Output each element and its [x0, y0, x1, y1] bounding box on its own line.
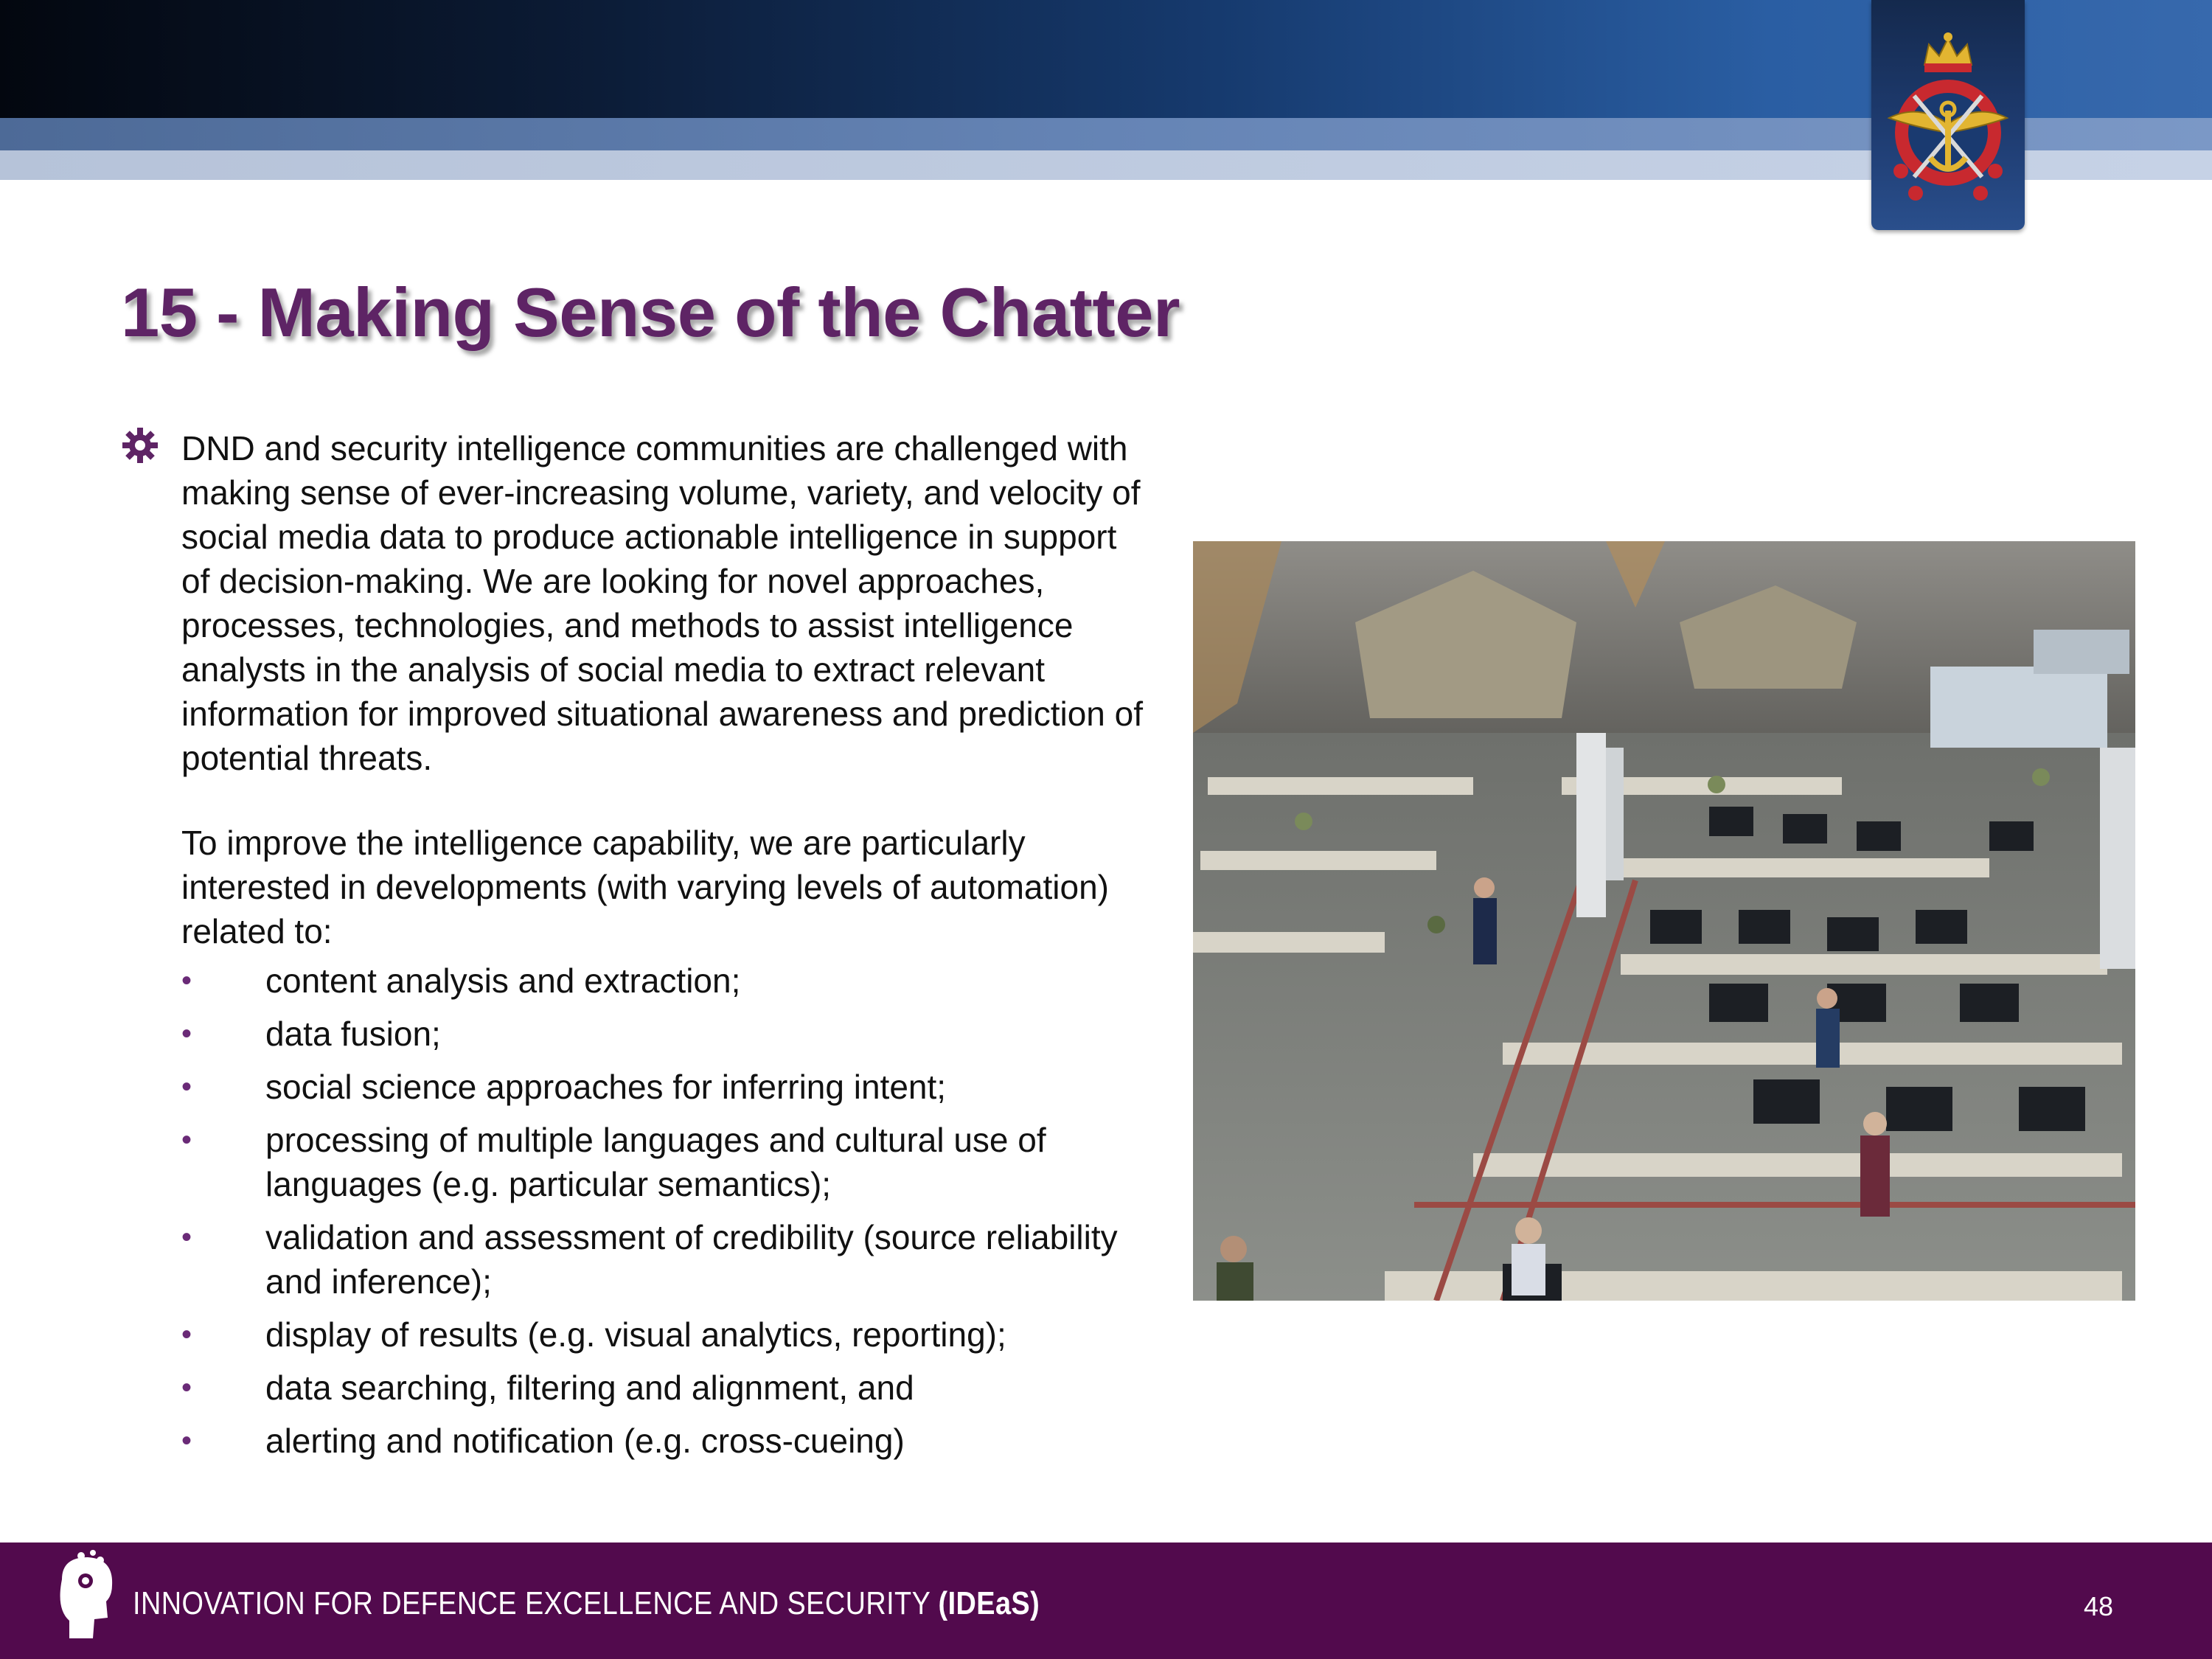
- page-number: 48: [2084, 1591, 2114, 1621]
- footer-acronym: (IDEaS): [938, 1585, 1040, 1621]
- operations-center-photo: [1193, 541, 2135, 1301]
- list-item: • content analysis and extraction;: [181, 959, 1155, 1003]
- bullet-marker: •: [181, 1124, 192, 1156]
- bullet-marker: •: [181, 1425, 192, 1457]
- bullet-marker: •: [181, 1318, 192, 1351]
- bullet-marker: •: [181, 1371, 192, 1404]
- list-item: • display of results (e.g. visual analytics, reporting);: [181, 1312, 1155, 1357]
- interest-list: [181, 959, 1155, 1472]
- list-item: • alerting and notification (e.g. cross-cueing): [181, 1419, 1155, 1463]
- bullet-marker: •: [181, 1221, 192, 1253]
- list-item: • processing of multiple languages and cultural use of languages (e.g. particular semantics);: [181, 1118, 1155, 1206]
- canadian-armed-forces-crest-icon: [1871, 0, 2025, 230]
- gear-icon: [121, 426, 159, 465]
- intro-paragraph: DND and security intelligence communities are challenged with making sense of ever-increasing volume, variety, and velocity of social media data to produce actionable intelligence in support of decision-making. We are looking for novel approaches, processes, technologies, and methods to assist intelligence analysts in the analysis of social media to extract relevant information for improved situational awareness and prediction of potential threats.: [181, 429, 1144, 777]
- bullet-marker: •: [181, 1071, 192, 1103]
- list-item: • validation and assessment of credibility (source reliability and inference);: [181, 1215, 1155, 1304]
- crest-badge: [1871, 0, 2025, 230]
- list-item: • data searching, filtering and alignment, and: [181, 1366, 1155, 1410]
- ideas-head-logo-icon: [47, 1550, 121, 1646]
- bullet-marker: •: [181, 1018, 192, 1050]
- operations-center-image: [1193, 541, 2135, 1301]
- bullet-marker: •: [181, 964, 192, 997]
- footer-program-name: INNOVATION FOR DEFENCE EXCELLENCE AND SECURITY (IDEaS): [133, 1585, 1040, 1621]
- list-item: • social science approaches for inferring intent;: [181, 1065, 1155, 1109]
- slide-title: 15 - Making Sense of the Chatter: [121, 274, 1180, 351]
- list-item: • data fusion;: [181, 1012, 1155, 1056]
- interest-paragraph: To improve the intelligence capability, we are particularly interested in developments (with varying levels of automation) related to:: [181, 824, 1109, 950]
